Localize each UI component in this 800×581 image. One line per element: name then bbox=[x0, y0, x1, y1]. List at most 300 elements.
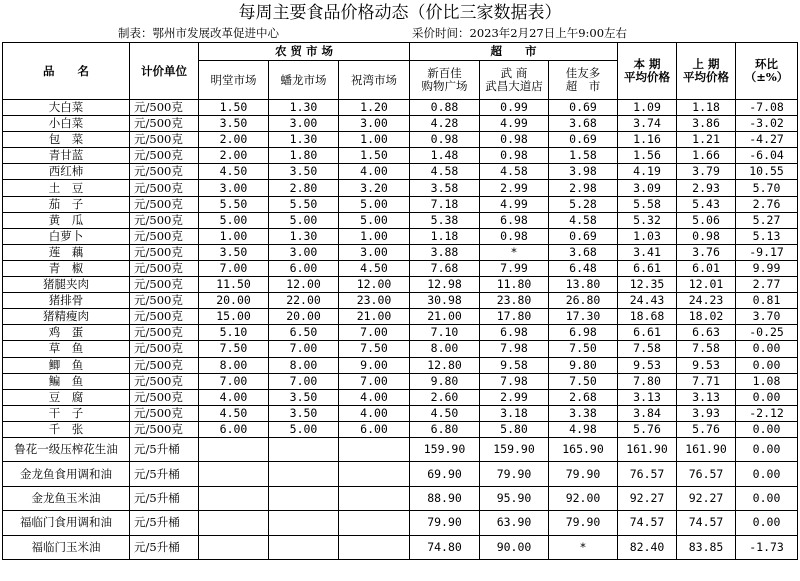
header-previous-avg: 上 期 平均价格 bbox=[677, 43, 736, 100]
item-name-cell: 鲁花一级压榨花生油 bbox=[3, 437, 130, 461]
item-name-cell: 草 鱼 bbox=[3, 341, 130, 357]
table-row bbox=[3, 100, 798, 116]
price-cell: 1.08 bbox=[736, 373, 798, 389]
header-market-panlong: 蟠龙市场 bbox=[269, 61, 339, 100]
item-name-cell: 包 菜 bbox=[3, 132, 130, 148]
price-cell: 63.90 bbox=[480, 511, 549, 535]
price-cell: 4.50 bbox=[199, 164, 269, 180]
item-name-cell: 大白菜 bbox=[3, 100, 130, 116]
unit-cell: 元/5升桶 bbox=[130, 486, 199, 510]
item-name-cell: 猪腿夹肉 bbox=[3, 277, 130, 293]
price-cell: 3.50 bbox=[269, 164, 339, 180]
item-name-cell: 土 豆 bbox=[3, 180, 130, 196]
price-cell: 0.00 bbox=[736, 357, 798, 373]
unit-cell: 元/500克 bbox=[130, 421, 199, 437]
price-cell: 20.00 bbox=[199, 293, 269, 309]
price-cell: 18.68 bbox=[618, 309, 677, 325]
table-row bbox=[3, 260, 798, 276]
price-cell: 23.00 bbox=[339, 293, 410, 309]
price-cell: 7.00 bbox=[339, 373, 410, 389]
price-cell: 7.00 bbox=[199, 373, 269, 389]
price-cell: 83.85 bbox=[677, 535, 736, 559]
header-unit: 计价单位 bbox=[130, 43, 199, 100]
price-cell: 5.00 bbox=[269, 421, 339, 437]
table-row bbox=[3, 180, 798, 196]
price-cell: 0.00 bbox=[736, 421, 798, 437]
price-cell: 165.90 bbox=[549, 437, 618, 461]
price-cell: 5.13 bbox=[736, 228, 798, 244]
price-cell: 1.09 bbox=[618, 100, 677, 116]
price-cell bbox=[199, 462, 269, 486]
table-row bbox=[3, 212, 798, 228]
unit-cell: 元/500克 bbox=[130, 325, 199, 341]
table-row bbox=[3, 373, 798, 389]
price-cell: 21.00 bbox=[339, 309, 410, 325]
item-name-cell: 猪精瘦肉 bbox=[3, 309, 130, 325]
price-cell: 12.35 bbox=[618, 277, 677, 293]
header-supermarket-wushang: 武 商 武昌大道店 bbox=[480, 61, 549, 100]
price-cell bbox=[199, 535, 269, 559]
price-cell: 0.98 bbox=[480, 148, 549, 164]
table-row bbox=[3, 405, 798, 421]
price-cell: 6.98 bbox=[480, 325, 549, 341]
price-cell: 24.23 bbox=[677, 293, 736, 309]
price-cell: 5.00 bbox=[339, 212, 410, 228]
price-cell: 159.90 bbox=[480, 437, 549, 461]
price-cell: 3.00 bbox=[339, 244, 410, 260]
price-cell: 3.84 bbox=[618, 405, 677, 421]
price-cell: 6.50 bbox=[269, 325, 339, 341]
price-cell: 4.00 bbox=[339, 405, 410, 421]
price-cell: 2.76 bbox=[736, 196, 798, 212]
price-cell: 4.28 bbox=[410, 116, 480, 132]
price-cell: 0.69 bbox=[549, 228, 618, 244]
item-name-cell: 鳊 鱼 bbox=[3, 373, 130, 389]
price-cell: 24.43 bbox=[618, 293, 677, 309]
table-row bbox=[3, 421, 798, 437]
price-cell: 4.58 bbox=[480, 164, 549, 180]
price-cell: 5.00 bbox=[199, 212, 269, 228]
price-cell: 4.50 bbox=[410, 405, 480, 421]
table-row bbox=[3, 148, 798, 164]
price-cell: 2.00 bbox=[199, 148, 269, 164]
header-farm-markets: 农 贸 市 场 bbox=[199, 43, 410, 61]
unit-cell: 元/5升桶 bbox=[130, 437, 199, 461]
price-cell: 0.98 bbox=[677, 228, 736, 244]
unit-cell: 元/500克 bbox=[130, 277, 199, 293]
price-cell: 4.99 bbox=[480, 196, 549, 212]
price-cell: 161.90 bbox=[677, 437, 736, 461]
price-cell: 7.50 bbox=[199, 341, 269, 357]
price-cell: 10.55 bbox=[736, 164, 798, 180]
price-cell: 3.68 bbox=[549, 244, 618, 260]
price-cell: 15.00 bbox=[199, 309, 269, 325]
price-cell: 1.20 bbox=[339, 100, 410, 116]
price-cell bbox=[339, 462, 410, 486]
price-cell: 11.80 bbox=[480, 277, 549, 293]
table-row bbox=[3, 437, 798, 461]
price-cell: 21.00 bbox=[410, 309, 480, 325]
price-cell: 79.90 bbox=[549, 511, 618, 535]
price-cell: 1.16 bbox=[618, 132, 677, 148]
price-cell: 5.58 bbox=[618, 196, 677, 212]
price-cell: 7.50 bbox=[339, 341, 410, 357]
price-cell: 3.00 bbox=[269, 244, 339, 260]
price-cell: 3.00 bbox=[269, 116, 339, 132]
price-cell: 2.80 bbox=[269, 180, 339, 196]
price-cell bbox=[339, 535, 410, 559]
table-row bbox=[3, 277, 798, 293]
table-row bbox=[3, 309, 798, 325]
price-cell: 5.80 bbox=[480, 421, 549, 437]
unit-cell: 元/500克 bbox=[130, 100, 199, 116]
price-cell: 30.98 bbox=[410, 293, 480, 309]
price-cell: 3.50 bbox=[269, 405, 339, 421]
price-cell: 7.18 bbox=[410, 196, 480, 212]
header-supermarkets: 超 市 bbox=[410, 43, 618, 61]
price-cell: 8.00 bbox=[269, 357, 339, 373]
price-cell: -1.73 bbox=[736, 535, 798, 559]
price-cell: 5.70 bbox=[736, 180, 798, 196]
price-cell: 5.76 bbox=[677, 421, 736, 437]
price-cell: 4.58 bbox=[410, 164, 480, 180]
item-name-cell: 千 张 bbox=[3, 421, 130, 437]
item-name-cell: 豆 腐 bbox=[3, 389, 130, 405]
item-name-cell: 猪排骨 bbox=[3, 293, 130, 309]
table-row bbox=[3, 341, 798, 357]
price-cell: 23.80 bbox=[480, 293, 549, 309]
unit-cell: 元/500克 bbox=[130, 389, 199, 405]
price-cell: 2.00 bbox=[199, 132, 269, 148]
item-name-cell: 福临门食用调和油 bbox=[3, 511, 130, 535]
price-cell: 3.98 bbox=[549, 164, 618, 180]
price-cell: 3.88 bbox=[410, 244, 480, 260]
table-row bbox=[3, 486, 798, 510]
price-cell: 4.00 bbox=[339, 389, 410, 405]
unit-cell: 元/500克 bbox=[130, 116, 199, 132]
price-cell: 18.02 bbox=[677, 309, 736, 325]
price-cell: 5.28 bbox=[549, 196, 618, 212]
unit-cell: 元/500克 bbox=[130, 260, 199, 276]
price-cell: 17.30 bbox=[549, 309, 618, 325]
price-cell: 5.43 bbox=[677, 196, 736, 212]
price-cell: 74.57 bbox=[677, 511, 736, 535]
price-cell: 5.27 bbox=[736, 212, 798, 228]
price-cell: 7.99 bbox=[480, 260, 549, 276]
price-cell: 88.90 bbox=[410, 486, 480, 510]
price-cell: 2.77 bbox=[736, 277, 798, 293]
price-cell: 1.30 bbox=[269, 100, 339, 116]
price-cell: 11.50 bbox=[199, 277, 269, 293]
price-cell: 8.00 bbox=[199, 357, 269, 373]
price-cell: 9.80 bbox=[410, 373, 480, 389]
price-cell: 1.80 bbox=[269, 148, 339, 164]
unit-cell: 元/5升桶 bbox=[130, 535, 199, 559]
price-cell: 6.00 bbox=[199, 421, 269, 437]
price-cell: 6.98 bbox=[480, 212, 549, 228]
price-cell: 2.93 bbox=[677, 180, 736, 196]
price-cell: -4.27 bbox=[736, 132, 798, 148]
unit-cell: 元/500克 bbox=[130, 341, 199, 357]
price-cell: 7.68 bbox=[410, 260, 480, 276]
price-cell: 2.98 bbox=[549, 180, 618, 196]
price-cell: 1.50 bbox=[339, 148, 410, 164]
price-cell: 5.50 bbox=[269, 196, 339, 212]
price-cell: 3.50 bbox=[199, 116, 269, 132]
price-cell: 7.00 bbox=[339, 325, 410, 341]
price-cell: 7.58 bbox=[618, 341, 677, 357]
price-cell: 3.74 bbox=[618, 116, 677, 132]
price-cell bbox=[269, 535, 339, 559]
price-cell: 9.58 bbox=[480, 357, 549, 373]
price-cell: 3.50 bbox=[269, 389, 339, 405]
price-cell: 7.58 bbox=[677, 341, 736, 357]
price-cell bbox=[269, 437, 339, 461]
header-change: 环比 （±%） bbox=[736, 43, 798, 100]
price-cell: 5.00 bbox=[269, 212, 339, 228]
item-name-cell: 青甘蓝 bbox=[3, 148, 130, 164]
price-cell: 3.79 bbox=[677, 164, 736, 180]
unit-cell: 元/500克 bbox=[130, 244, 199, 260]
price-cell: 0.00 bbox=[736, 341, 798, 357]
price-cell: 4.50 bbox=[339, 260, 410, 276]
table-row bbox=[3, 325, 798, 341]
price-cell: 5.06 bbox=[677, 212, 736, 228]
price-cell: 6.00 bbox=[269, 260, 339, 276]
price-cell: 5.50 bbox=[199, 196, 269, 212]
item-name-cell: 莲 藕 bbox=[3, 244, 130, 260]
price-cell: 7.00 bbox=[269, 341, 339, 357]
price-cell: 4.98 bbox=[549, 421, 618, 437]
price-cell: 3.38 bbox=[549, 405, 618, 421]
item-name-cell: 金龙鱼食用调和油 bbox=[3, 462, 130, 486]
table-row bbox=[3, 389, 798, 405]
price-cell: 159.90 bbox=[410, 437, 480, 461]
price-cell: 6.61 bbox=[618, 325, 677, 341]
price-cell: 161.90 bbox=[618, 437, 677, 461]
price-cell: 1.18 bbox=[677, 100, 736, 116]
price-cell: 2.99 bbox=[480, 180, 549, 196]
price-cell: 7.98 bbox=[480, 341, 549, 357]
price-cell: 1.30 bbox=[269, 132, 339, 148]
price-cell: 76.57 bbox=[618, 462, 677, 486]
price-cell: 1.50 bbox=[199, 100, 269, 116]
price-cell: 7.71 bbox=[677, 373, 736, 389]
price-cell: 95.90 bbox=[480, 486, 549, 510]
unit-cell: 元/500克 bbox=[130, 357, 199, 373]
unit-cell: 元/500克 bbox=[130, 405, 199, 421]
price-cell: 0.98 bbox=[410, 132, 480, 148]
price-cell: 0.69 bbox=[549, 132, 618, 148]
price-cell: 79.90 bbox=[480, 462, 549, 486]
price-cell: 3.93 bbox=[677, 405, 736, 421]
price-cell: 0.00 bbox=[736, 389, 798, 405]
price-cell: 0.88 bbox=[410, 100, 480, 116]
item-name-cell: 金龙鱼玉米油 bbox=[3, 486, 130, 510]
header-current-avg: 本 期 平均价格 bbox=[618, 43, 677, 100]
price-cell: 3.00 bbox=[199, 180, 269, 196]
price-cell: -0.25 bbox=[736, 325, 798, 341]
item-name-cell: 干 子 bbox=[3, 405, 130, 421]
price-cell: 3.18 bbox=[480, 405, 549, 421]
price-cell bbox=[269, 486, 339, 510]
price-cell: 1.03 bbox=[618, 228, 677, 244]
price-cell: 7.50 bbox=[549, 341, 618, 357]
price-cell bbox=[199, 437, 269, 461]
price-cell: -6.04 bbox=[736, 148, 798, 164]
price-cell: 1.18 bbox=[410, 228, 480, 244]
unit-cell: 元/500克 bbox=[130, 373, 199, 389]
price-cell: 4.00 bbox=[339, 164, 410, 180]
price-cell: 5.00 bbox=[339, 196, 410, 212]
price-cell: 1.00 bbox=[199, 228, 269, 244]
header-item: 品 名 bbox=[3, 43, 130, 100]
price-cell: 12.80 bbox=[410, 357, 480, 373]
price-cell: 12.00 bbox=[269, 277, 339, 293]
price-cell: 3.20 bbox=[339, 180, 410, 196]
price-cell: 74.57 bbox=[618, 511, 677, 535]
price-cell: 7.00 bbox=[269, 373, 339, 389]
price-cell: 92.27 bbox=[677, 486, 736, 510]
item-name-cell: 青 椒 bbox=[3, 260, 130, 276]
price-cell: 7.98 bbox=[480, 373, 549, 389]
price-cell: 3.86 bbox=[677, 116, 736, 132]
price-cell: 3.09 bbox=[618, 180, 677, 196]
table-row bbox=[3, 116, 798, 132]
unit-cell: 元/5升桶 bbox=[130, 511, 199, 535]
price-cell: 9.80 bbox=[549, 357, 618, 373]
price-cell: 12.01 bbox=[677, 277, 736, 293]
price-cell: 1.21 bbox=[677, 132, 736, 148]
price-cell: 7.50 bbox=[549, 373, 618, 389]
table-row bbox=[3, 196, 798, 212]
price-cell bbox=[199, 486, 269, 510]
header-supermarket-xinbaijia: 新百佳 购物广场 bbox=[410, 61, 480, 100]
price-cell: 4.58 bbox=[549, 212, 618, 228]
price-cell: 7.10 bbox=[410, 325, 480, 341]
price-cell: 20.00 bbox=[269, 309, 339, 325]
table-row bbox=[3, 228, 798, 244]
price-cell: 3.13 bbox=[677, 389, 736, 405]
price-cell: 9.00 bbox=[339, 357, 410, 373]
price-cell: 17.80 bbox=[480, 309, 549, 325]
price-cell: 92.00 bbox=[549, 486, 618, 510]
price-cell: 90.00 bbox=[480, 535, 549, 559]
price-cell: 7.00 bbox=[199, 260, 269, 276]
price-cell: 79.90 bbox=[549, 462, 618, 486]
price-cell: 0.98 bbox=[480, 132, 549, 148]
unit-cell: 元/500克 bbox=[130, 196, 199, 212]
price-cell bbox=[339, 511, 410, 535]
table-row bbox=[3, 244, 798, 260]
price-cell: 1.56 bbox=[618, 148, 677, 164]
unit-cell: 元/500克 bbox=[130, 228, 199, 244]
price-cell: 79.90 bbox=[410, 511, 480, 535]
price-cell: 3.41 bbox=[618, 244, 677, 260]
price-cell: * bbox=[480, 244, 549, 260]
item-name-cell: 鸡 蛋 bbox=[3, 325, 130, 341]
price-cell: 9.99 bbox=[736, 260, 798, 276]
item-name-cell: 福临门玉米油 bbox=[3, 535, 130, 559]
price-cell: 69.90 bbox=[410, 462, 480, 486]
price-cell: 26.80 bbox=[549, 293, 618, 309]
header-row-1 bbox=[3, 43, 798, 61]
item-name-cell: 小白菜 bbox=[3, 116, 130, 132]
price-cell: 1.58 bbox=[549, 148, 618, 164]
price-cell: 5.10 bbox=[199, 325, 269, 341]
price-cell: 0.81 bbox=[736, 293, 798, 309]
price-cell: 4.99 bbox=[480, 116, 549, 132]
price-cell: 5.76 bbox=[618, 421, 677, 437]
price-cell: -9.17 bbox=[736, 244, 798, 260]
price-cell: 1.30 bbox=[269, 228, 339, 244]
price-cell: 82.40 bbox=[618, 535, 677, 559]
price-cell: 3.50 bbox=[199, 244, 269, 260]
header-market-mingtang: 明堂市场 bbox=[199, 61, 269, 100]
price-cell: -3.02 bbox=[736, 116, 798, 132]
header-supermarket-jiayouduo: 佳友多 超 市 bbox=[549, 61, 618, 100]
price-cell: * bbox=[549, 535, 618, 559]
table-row bbox=[3, 535, 798, 559]
price-cell: 9.53 bbox=[677, 357, 736, 373]
price-cell bbox=[269, 462, 339, 486]
price-cell: 92.27 bbox=[618, 486, 677, 510]
price-cell: 5.38 bbox=[410, 212, 480, 228]
price-table bbox=[2, 42, 798, 560]
price-cell: 3.68 bbox=[549, 116, 618, 132]
unit-cell: 元/500克 bbox=[130, 293, 199, 309]
header-market-zhuwan: 祝湾市场 bbox=[339, 61, 410, 100]
unit-cell: 元/500克 bbox=[130, 180, 199, 196]
price-cell: -2.12 bbox=[736, 405, 798, 421]
table-row bbox=[3, 293, 798, 309]
price-cell: 6.98 bbox=[549, 325, 618, 341]
item-name-cell: 黄 瓜 bbox=[3, 212, 130, 228]
price-cell: 4.50 bbox=[199, 405, 269, 421]
price-cell bbox=[269, 511, 339, 535]
price-cell: 6.63 bbox=[677, 325, 736, 341]
table-row bbox=[3, 132, 798, 148]
table-row bbox=[3, 462, 798, 486]
price-cell: 2.99 bbox=[480, 389, 549, 405]
price-cell: 6.01 bbox=[677, 260, 736, 276]
item-name-cell: 茄 子 bbox=[3, 196, 130, 212]
price-cell: 76.57 bbox=[677, 462, 736, 486]
price-cell: 1.48 bbox=[410, 148, 480, 164]
unit-cell: 元/5升桶 bbox=[130, 462, 199, 486]
price-cell: 3.00 bbox=[339, 116, 410, 132]
price-cell: 0.69 bbox=[549, 100, 618, 116]
price-cell: 3.58 bbox=[410, 180, 480, 196]
price-cell: 4.19 bbox=[618, 164, 677, 180]
price-cell: 2.68 bbox=[549, 389, 618, 405]
unit-cell: 元/500克 bbox=[130, 309, 199, 325]
price-cell: 3.76 bbox=[677, 244, 736, 260]
price-cell: 0.00 bbox=[736, 437, 798, 461]
price-cell: 8.00 bbox=[410, 341, 480, 357]
meta-line bbox=[0, 25, 800, 41]
price-cell: 6.48 bbox=[549, 260, 618, 276]
price-cell: 0.99 bbox=[480, 100, 549, 116]
price-cell: 1.66 bbox=[677, 148, 736, 164]
price-cell: 0.00 bbox=[736, 462, 798, 486]
price-cell: 9.53 bbox=[618, 357, 677, 373]
price-cell: 4.00 bbox=[199, 389, 269, 405]
price-cell: 1.00 bbox=[339, 228, 410, 244]
price-cell: 7.80 bbox=[618, 373, 677, 389]
table-row bbox=[3, 357, 798, 373]
price-cell: 0.00 bbox=[736, 486, 798, 510]
